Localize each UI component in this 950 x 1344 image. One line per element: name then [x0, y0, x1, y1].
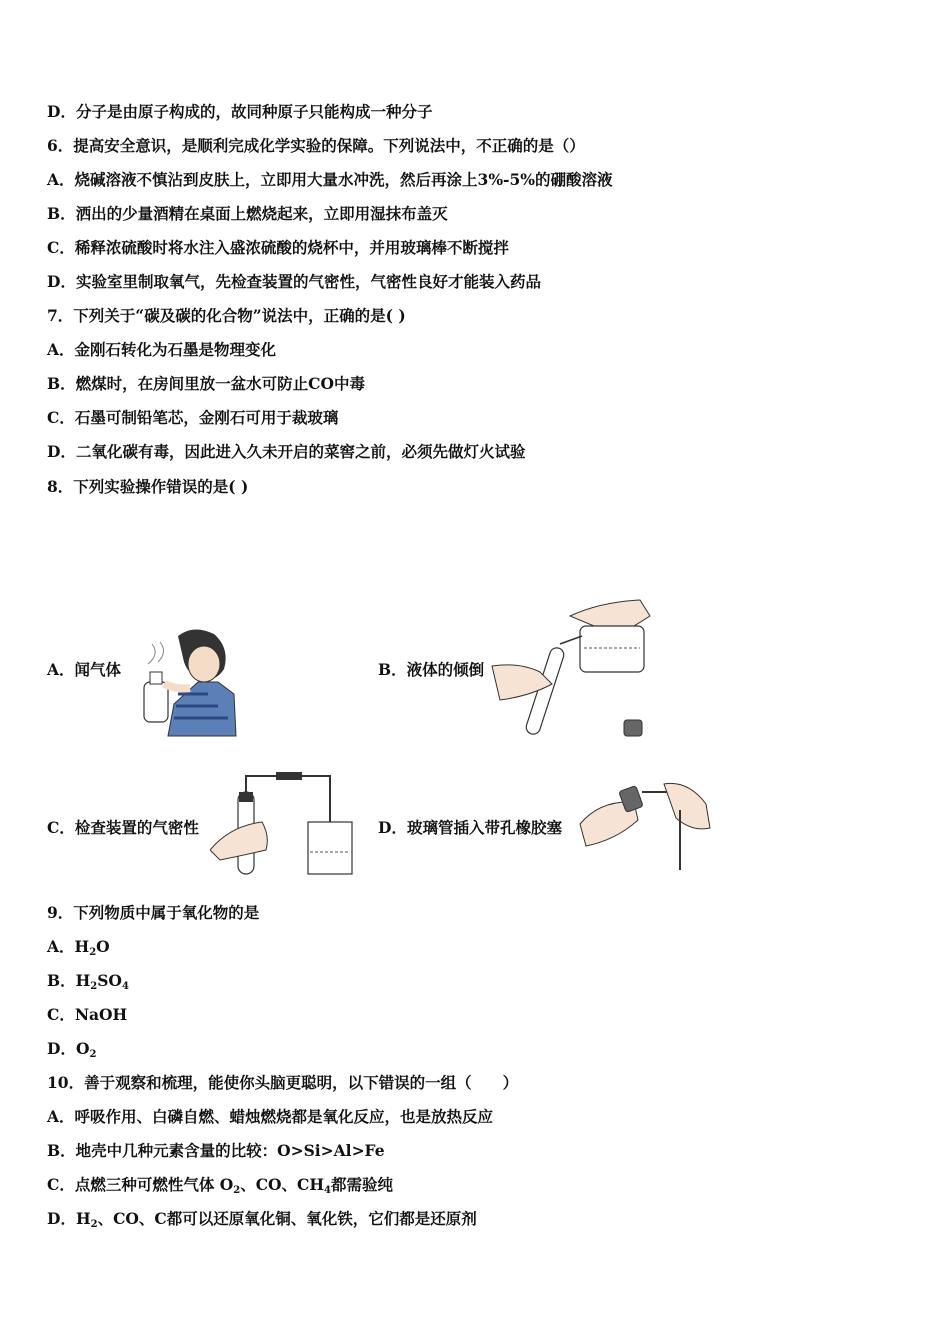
q10-stem: 10．善于观察和梳理，能使你头脑更聪明，以下错误的一组（ ）	[47, 1073, 519, 1092]
q6-option-c: C．稀释浓硫酸时将水注入盛浓硫酸的烧杯中，并用玻璃棒不断搅拌	[47, 238, 509, 257]
q9-option-b: B．$H_2SO_4$	[47, 971, 129, 992]
q10-option-d: D．$H_2$、CO、C都可以还原氧化铜、氧化铁，它们都是还原剂	[47, 1209, 477, 1230]
q7-stem: 7．下列关于“碳及碳的化合物”说法中，正确的是( )	[47, 306, 406, 325]
q7-option-a: A．金刚石转化为石墨是物理变化	[47, 340, 277, 359]
smelling-gas-illustration	[138, 624, 238, 742]
q6-option-d: D．实验室里制取氧气，先检查装置的气密性，气密性良好才能装入药品	[47, 272, 541, 291]
q9-option-d: D．$O_2$	[47, 1039, 97, 1060]
q7-option-d: D．二氧化碳有毒，因此进入久未开启的菜窖之前，必须先做灯火试验	[47, 442, 526, 461]
q5-option-d: D．分子是由原子构成的，故同种原子只能构成一种分子	[47, 102, 433, 121]
q8-option-c: C．检查装置的气密性	[47, 818, 199, 837]
q10-option-a: A．呼吸作用、白磷自燃、蜡烛燃烧都是氧化反应，也是放热反应	[47, 1107, 494, 1126]
q9-stem: 9．下列物质中属于氧化物的是	[47, 903, 260, 922]
q9-option-c: C．NaOH	[47, 1005, 128, 1024]
q6-stem: 6．提高安全意识，是顺利完成化学实验的保障。下列说法中，不正确的是（）	[47, 136, 585, 155]
q9-option-a: A．$H_2O$	[47, 937, 110, 958]
q8-option-b: B．液体的倾倒	[378, 660, 485, 679]
q10-option-c: C．点燃三种可燃性气体 $O_2$、CO、$CH_4$都需验纯	[47, 1175, 394, 1196]
q7-option-b: B．燃煤时，在房间里放一盆水可防止CO中毒	[47, 374, 365, 393]
tube-into-stopper-illustration	[576, 780, 716, 872]
q10-option-b: B．地壳中几种元素含量的比较：O>Si>Al>Fe	[47, 1141, 385, 1160]
q8-option-a: A．闻气体	[47, 660, 122, 679]
q7-option-c: C．石墨可制铅笔芯，金刚石可用于裁玻璃	[47, 408, 339, 427]
pouring-liquid-illustration	[490, 596, 658, 746]
q6-option-a: A．烧碱溶液不慎沾到皮肤上，立即用大量水冲洗，然后再涂上3%-5%的硼酸溶液	[47, 170, 613, 189]
q8-option-d: D．玻璃管插入带孔橡胶塞	[378, 818, 562, 837]
q8-stem: 8．下列实验操作错误的是( )	[47, 477, 249, 496]
q6-option-b: B．洒出的少量酒精在桌面上燃烧起来，立即用湿抹布盖灭	[47, 204, 448, 223]
airtightness-check-illustration	[210, 770, 354, 876]
